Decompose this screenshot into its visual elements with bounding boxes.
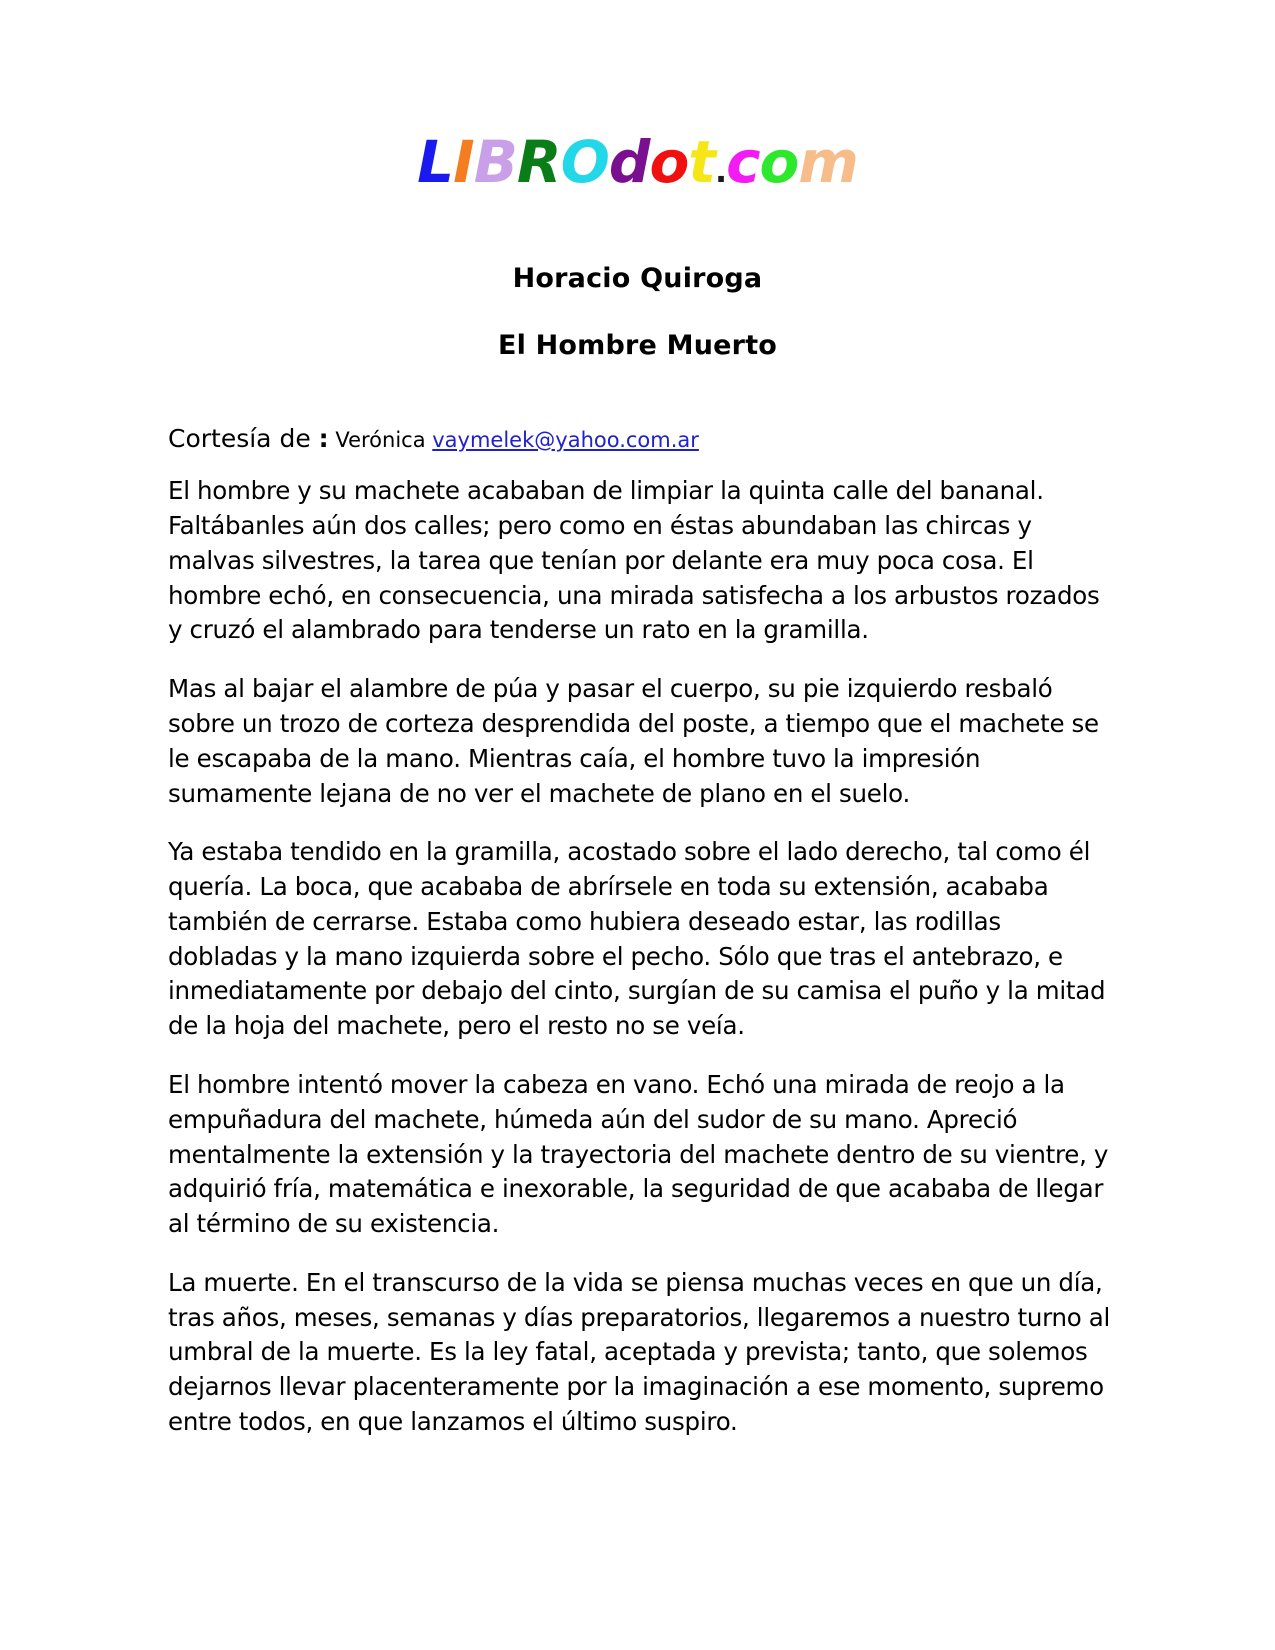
logo-letter-10: o xyxy=(759,128,799,196)
paragraph: La muerte. En el transcurso de la vida se piensa muchas veces en que un día, tras años, meses, semanas y días preparatorios, llegaremos a nuestro turno al umbral de la muerte. Es la ley fatal, aceptada y prevista; tanto, que solemos dejarnos llevar placenteramente por la imaginación a ese momento, supremo entre todos, en que lanzamos el último suspiro. xyxy=(168,1267,1111,1436)
logo-letter-3: R xyxy=(516,128,561,196)
logo-letter-2: B xyxy=(473,128,517,196)
courtesy-colon: : xyxy=(318,424,329,453)
story-body xyxy=(0,454,1275,1440)
logo-letter-0: L xyxy=(417,128,454,196)
courtesy-line xyxy=(0,361,1275,454)
logo-letter-8: . xyxy=(715,152,727,190)
paragraph: El hombre y su machete acababan de limpiar la quinta calle del bananal. Faltábanles aún dos calles; pero como en éstas abundaban las chircas y malvas silvestres, la tarea que tenían por delante era muy poca cosa. El hombre echó, en consecuencia, una mirada satisfecha a los arbustos rozados y cruzó el alambrado para tenderse un rato en la gramilla. xyxy=(168,476,1100,645)
logo-letter-1: I xyxy=(453,128,474,196)
logo-letter-6: o xyxy=(649,128,689,196)
logo-letter-7: t xyxy=(688,128,716,196)
paragraph: El hombre intentó mover la cabeza en vano. Echó una mirada de reojo a la empuñadura del machete, húmeda aún del sudor de su mano. Apreció mentalmente la extensión y la trayectoria del machete dentro de su vientre, y adquirió fría, matemática e inexorable, la seguridad de que acababa de llegar al término de su existencia. xyxy=(168,1069,1109,1239)
page-title-author: Horacio Quiroga xyxy=(512,263,763,294)
paragraph: Ya estaba tendido en la gramilla, acostado sobre el lado derecho, tal como él quería. La boca, que acababa de abrírsele en toda su extensión, acababa también de cerrarse. Estaba como hubiera deseado estar, las rodillas dobladas y la mano izquierda sobre el pecho. Sólo que tras el antebrazo, e inmediatamente por debajo del cinto, surgían de su camisa el puño y la mitad de la hoja del machete, pero el resto no se veía. xyxy=(168,837,1106,1041)
librodot-logo[interactable] xyxy=(417,128,858,196)
logo-letter-11: m xyxy=(798,128,858,196)
logo-letter-9: c xyxy=(726,128,760,196)
courtesy-contributor-name: Verónica xyxy=(328,428,433,452)
paragraph: Mas al bajar el alambre de púa y pasar el cuerpo, su pie izquierdo resbaló sobre un trozo de corteza desprendida del poste, a tiempo que el machete se le escapaba de la mano. Mientras caía, el hombre tuvo la impresión sumamente lejana de no ver el machete de plano en el suelo. xyxy=(168,674,1099,808)
page-title-work: El Hombre Muerto xyxy=(497,330,778,361)
courtesy-label: Cortesía de xyxy=(168,424,319,453)
logo-letter-5: d xyxy=(608,128,650,196)
site-logo-header xyxy=(0,0,1275,196)
logo-letter-4: O xyxy=(560,128,609,196)
contributor-email-link[interactable]: vaymelek@yahoo.com.ar xyxy=(432,428,699,452)
